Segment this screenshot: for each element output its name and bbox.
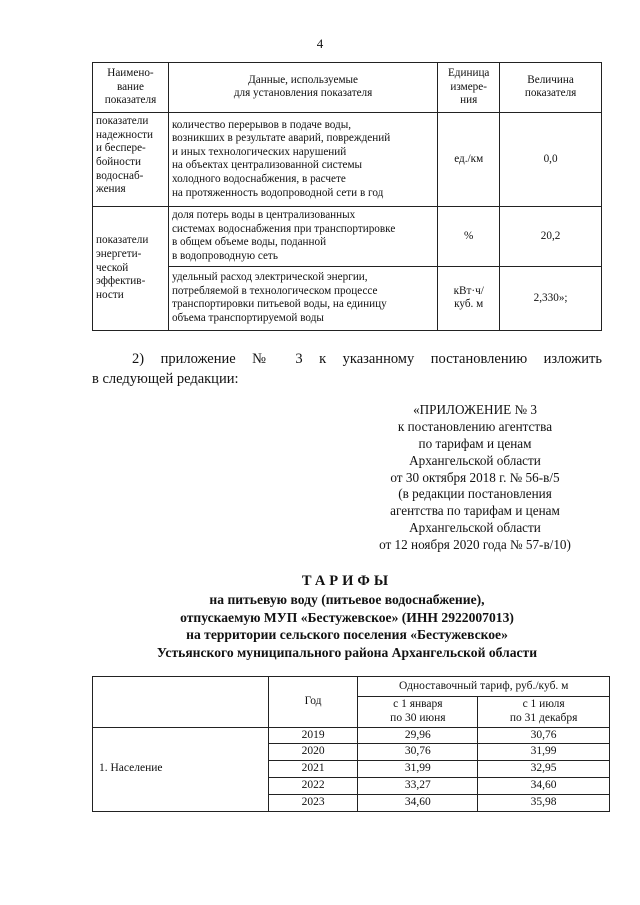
table-row xyxy=(93,206,602,266)
row-data-text: количество перерывов в подаче воды, возникших в результате аварий, повреждений и иных технологических нарушений на объектах централизованной системы холодного водоснабжения, в расчете на протяженность водопроводной сети в год xyxy=(168,112,437,206)
paragraph-line-1: 2) приложение № 3 к указанному постановлению изложить xyxy=(132,351,602,367)
tariff-p1-cell: 31,99 xyxy=(358,761,478,778)
row-value: 0,0 xyxy=(500,112,602,206)
row-unit: кВт·ч/ куб. м xyxy=(438,266,500,330)
table-row xyxy=(93,727,610,744)
table-row xyxy=(93,112,602,206)
year-cell: 2019 xyxy=(268,727,358,744)
group-name-reliability: показатели надежности и беспере- бойности водоснаб- жения xyxy=(93,112,169,206)
row-value: 20,2 xyxy=(500,206,602,266)
tariffs-heading: ТАРИФЫ xyxy=(301,573,393,589)
title-line: отпускаемую МУП «Бестужевское» (ИНН 2922007013) xyxy=(180,609,514,625)
tariff-p2-cell: 31,99 xyxy=(478,744,610,761)
row-unit: ед./км xyxy=(438,112,500,206)
header-period-2: с 1 июля по 31 декабря xyxy=(478,697,610,728)
tariffs-header-row xyxy=(93,677,610,697)
category-population: 1. Население xyxy=(93,727,269,811)
year-cell: 2022 xyxy=(268,777,358,794)
group-name-energy: показатели энергети- ческой эффектив- ности xyxy=(93,206,169,330)
appendix-line: к постановлению агентства xyxy=(397,418,553,434)
appendix-line: (в редакции постановления xyxy=(398,486,552,502)
indicators-table xyxy=(92,62,602,331)
header-indicator-name: Наимено- вание показателя xyxy=(93,63,169,113)
appendix-line: Архангельской области xyxy=(409,452,541,468)
row-data-text: доля потерь воды в централизованных системах водоснабжения при транспортировке в общем объеме воды, поданной в водопроводную сеть xyxy=(168,206,437,266)
header-value: Величина показателя xyxy=(500,63,602,113)
tariff-p2-cell: 30,76 xyxy=(478,727,610,744)
body-paragraph xyxy=(92,350,602,389)
appendix-line: Архангельской области xyxy=(409,520,541,536)
row-unit: % xyxy=(438,206,500,266)
table-row xyxy=(93,266,602,330)
header-empty xyxy=(93,677,269,728)
tariff-p2-cell: 35,98 xyxy=(478,794,610,811)
title-line: на питьевую воду (питьевое водоснабжение), xyxy=(209,591,485,607)
appendix-line: по тарифам и ценам xyxy=(418,435,532,451)
appendix-line: от 30 октября 2018 г. № 56-в/5 xyxy=(390,469,560,485)
appendix-line: «ПРИЛОЖЕНИЕ № 3 xyxy=(413,402,537,417)
page-number: 4 xyxy=(316,36,324,51)
tariff-p1-cell: 30,76 xyxy=(358,744,478,761)
tariff-p1-cell: 29,96 xyxy=(358,727,478,744)
header-data-used: Данные, используемые для установления показателя xyxy=(168,63,437,113)
header-tariff: Одноставочный тариф, руб./куб. м xyxy=(358,677,610,697)
header-year: Год xyxy=(268,677,358,728)
row-data-text: удельный расход электрической энергии, потребляемой в технологическом процессе транспортировки питьевой воды, на единицу объема транспортируемой воды xyxy=(168,266,437,330)
tariffs-table xyxy=(92,676,610,812)
year-cell: 2021 xyxy=(268,761,358,778)
year-cell: 2023 xyxy=(268,794,358,811)
year-cell: 2020 xyxy=(268,744,358,761)
appendix-line: агентства по тарифам и ценам xyxy=(390,503,560,519)
tariff-p1-cell: 34,60 xyxy=(358,794,478,811)
tariff-p1-cell: 33,27 xyxy=(358,777,478,794)
title-line: на территории сельского поселения «Бестужевское» xyxy=(186,627,508,643)
appendix-line: от 12 ноября 2020 года № 57-в/10) xyxy=(379,537,571,553)
tariffs-title xyxy=(92,572,602,662)
row-value: 2,330»; xyxy=(500,266,602,330)
appendix-block xyxy=(330,402,620,554)
paragraph-line-2: в следующей редакции: xyxy=(92,370,239,387)
indicators-table-header-row xyxy=(93,63,602,113)
header-unit: Единица измере- ния xyxy=(438,63,500,113)
tariff-p2-cell: 32,95 xyxy=(478,761,610,778)
tariff-p2-cell: 34,60 xyxy=(478,777,610,794)
title-line: Устьянского муниципального района Архангельской области xyxy=(156,644,538,660)
header-period-1: с 1 января по 30 июня xyxy=(358,697,478,728)
